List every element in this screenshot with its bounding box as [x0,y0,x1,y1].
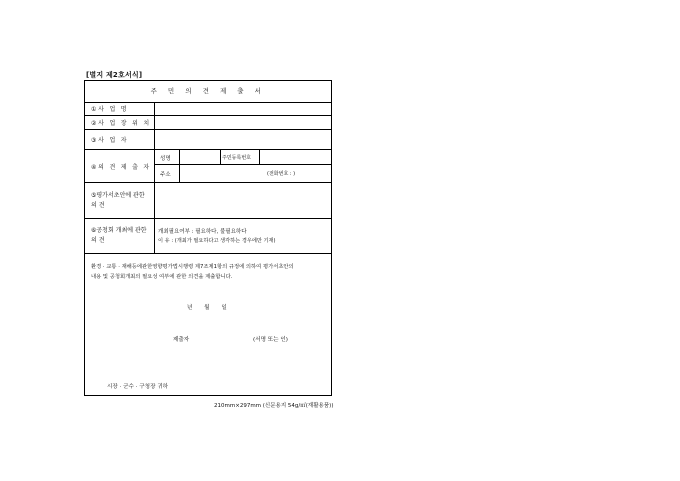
sign-note: (서명 또는 인) [253,337,288,343]
label-hearing-line1: ⑥공청회 개최에 관한 [91,227,147,234]
business-name-field[interactable] [155,102,331,115]
label-name: 성명 [160,156,171,162]
opinion-form [84,80,332,396]
form-title: 주 민 의 견 제 출 서 [85,81,331,103]
label-business-location: ②사 업 장 위 치 [85,116,155,129]
label-draft-opinion [85,183,155,218]
row-submitter [85,150,331,183]
submitter-sign-label: 제출자 [173,337,190,343]
hearing-need-text: 개최필요여부 : 필요하다, 불필요하다 [158,229,247,235]
paper-spec-note: 210mm×297mm (신문용지 54g/㎡(재활용품)) [214,403,334,409]
label-hearing-line2: 의 견 [91,237,105,244]
row-draft-opinion [85,183,331,219]
recipient: 시장 · 군수 · 구청장 귀하 [107,384,169,390]
hearing-reason-text: 이 유 : (개최가 필요하다고 생각하는 경우에만 기재) [158,238,276,244]
business-location-field[interactable] [155,116,331,129]
statement-line1: 환경 · 교통 · 재해등에관한영향평가법시행령 제7조제1항의 규정에 의하여 평가서초안의 [91,264,294,270]
row-business-name [85,102,331,116]
phone-label: (전화번호 : ) [267,171,296,177]
hearing-opinion-field [155,219,331,253]
label-business-name: ①사 업 명 [85,102,155,115]
label-draft-line2: 의 견 [91,201,105,209]
date-line: 년 월 일 [187,305,227,311]
submitter-block [155,150,331,182]
form-label: [별지 제2호서식] [86,71,143,79]
label-submitter: ④의 견 제 출 자 [85,150,155,182]
draft-opinion-field[interactable] [155,183,331,218]
statement-line2: 내용 및 공청회개최의 필요성 여부에 관한 의견을 제출합니다. [91,274,233,280]
label-resident-no: 주민등록번호 [222,155,251,161]
operator-field[interactable] [155,130,331,149]
label-address: 주소 [160,172,171,178]
label-hearing-opinion [85,219,155,253]
row-business-location [85,116,331,130]
row-operator [85,130,331,150]
label-draft-line1: ⑤평가서초안에 관한 [91,191,145,199]
row-hearing-opinion [85,219,331,254]
label-operator: ③사 업 자 [85,130,155,149]
